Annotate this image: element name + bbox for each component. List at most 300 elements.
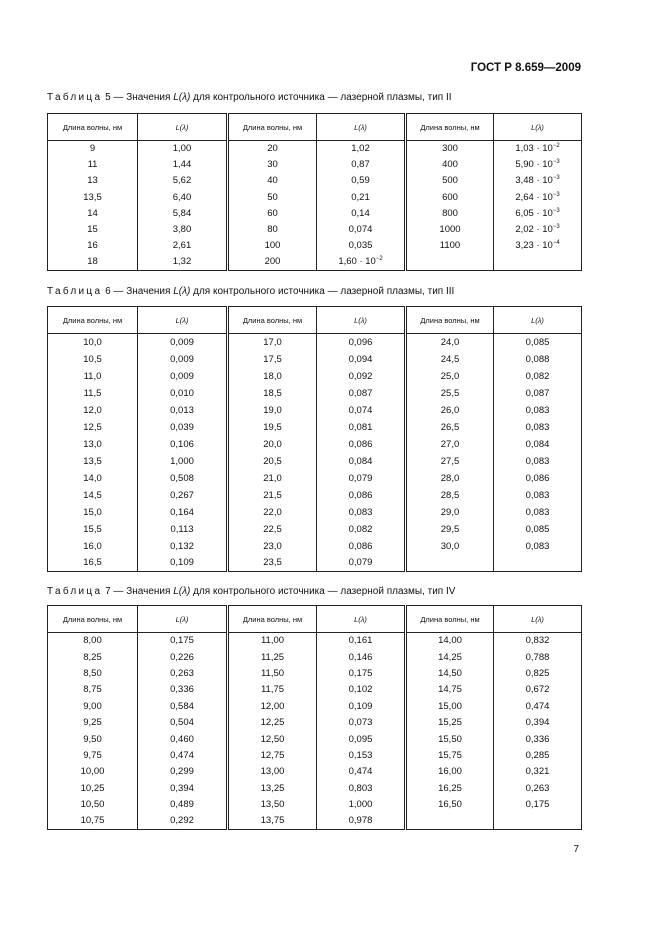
value-cell — [138, 747, 228, 763]
value-text: 0,672 — [525, 684, 550, 696]
table-row — [48, 813, 582, 829]
value-cell — [138, 470, 228, 487]
wavelength-cell: 19,5 — [228, 419, 317, 436]
value-cell — [317, 521, 406, 538]
value-text: 0,106 — [170, 438, 194, 450]
value-cell — [494, 453, 582, 470]
table-row — [48, 682, 582, 698]
value-text: 0,113 — [170, 523, 194, 535]
value-cell — [317, 649, 406, 665]
wavelength-cell: 300 — [406, 141, 494, 157]
value-text: 0,096 — [348, 336, 373, 348]
wavelength-cell: 12,5 — [48, 419, 138, 436]
wavelength-cell: 19,0 — [228, 402, 317, 419]
value-cell — [138, 351, 228, 368]
wavelength-cell: 60 — [228, 205, 317, 221]
value-text: 0,175 — [525, 799, 550, 811]
value-text: 0,584 — [170, 700, 194, 712]
value-cell — [494, 649, 582, 665]
value-symbol: L(λ) — [354, 315, 367, 325]
value-cell — [317, 173, 406, 189]
wavelength-cell: 14,25 — [406, 649, 494, 665]
value-text: 0,825 — [525, 667, 550, 679]
value-text: 0,084 — [525, 438, 550, 450]
table-row — [48, 764, 582, 780]
document-code: ГОСТ Р 8.659—2009 — [470, 62, 581, 74]
table-row — [48, 649, 582, 665]
value-cell — [317, 419, 406, 436]
value-text: 0,394 — [170, 782, 194, 794]
value-cell — [138, 538, 228, 555]
wavelength-cell: 18,0 — [228, 368, 317, 385]
value-text: 0,082 — [348, 523, 373, 535]
value-text: 1,03 · 10 — [515, 143, 553, 155]
value-symbol: L(λ) — [354, 614, 367, 624]
value-text: 6,40 — [172, 191, 192, 203]
wavelength-cell: 18 — [48, 254, 138, 270]
wavelength-cell: 12,25 — [228, 714, 317, 730]
wavelength-cell: 27,0 — [406, 436, 494, 453]
value-cell — [494, 796, 582, 812]
value-text: 0,102 — [348, 684, 373, 696]
value-text: 0,788 — [525, 651, 550, 663]
value-text: 2,64 · 10 — [515, 191, 553, 203]
value-text: 0,175 — [170, 635, 194, 647]
wavelength-column-header: Длина волны, нм — [48, 307, 138, 334]
wavelength-cell: 1100 — [406, 238, 494, 254]
value-cell — [317, 747, 406, 763]
value-text: 0,292 — [170, 815, 194, 827]
value-text: 0,832 — [525, 635, 550, 647]
wavelength-cell: 13,5 — [48, 189, 138, 205]
value-text: 0,083 — [525, 540, 550, 552]
value-cell — [317, 385, 406, 402]
wavelength-cell — [406, 813, 494, 829]
wavelength-column-header: Длина волны, нм — [406, 606, 494, 633]
value-column-header — [494, 606, 582, 633]
value-text: 0,073 — [348, 717, 373, 729]
table-row — [48, 368, 582, 385]
value-cell — [138, 521, 228, 538]
value-cell — [494, 747, 582, 763]
value-column-header — [494, 307, 582, 334]
value-text: 0,474 — [525, 700, 550, 712]
value-text: 0,489 — [170, 799, 194, 811]
table-row — [48, 254, 582, 270]
value-text: 0,504 — [170, 717, 194, 729]
value-exponent: −3 — [552, 175, 560, 182]
value-cell — [317, 334, 406, 351]
value-text: 0,153 — [348, 749, 373, 761]
wavelength-cell: 15,00 — [406, 698, 494, 714]
value-text: 1,32 — [172, 256, 192, 268]
value-text: 0,109 — [348, 700, 373, 712]
value-text: 0,336 — [170, 684, 194, 696]
wavelength-cell: 14 — [48, 205, 138, 221]
value-cell — [494, 141, 582, 157]
wavelength-cell: 16,0 — [48, 538, 138, 555]
table-6 — [47, 306, 582, 572]
value-cell — [317, 453, 406, 470]
value-column-header — [138, 114, 228, 141]
wavelength-cell: 200 — [228, 254, 317, 270]
caption-symbol: L(λ) — [173, 92, 191, 103]
table-row — [48, 157, 582, 173]
value-cell — [138, 487, 228, 504]
value-cell — [494, 470, 582, 487]
value-cell — [138, 633, 228, 649]
wavelength-cell: 15 — [48, 221, 138, 237]
table-5-caption — [47, 92, 452, 103]
value-text: 1,60 · 10 — [338, 256, 376, 268]
value-cell — [494, 436, 582, 453]
value-cell — [317, 665, 406, 681]
value-text: 0,083 — [348, 506, 373, 518]
value-cell — [138, 453, 228, 470]
wavelength-cell: 10,50 — [48, 796, 138, 812]
wavelength-column-header: Длина волны, нм — [228, 114, 317, 141]
value-text: 0,087 — [348, 387, 373, 399]
value-cell — [317, 813, 406, 829]
value-cell — [317, 141, 406, 157]
wavelength-cell: 12,00 — [228, 698, 317, 714]
value-cell — [317, 221, 406, 237]
value-cell — [317, 764, 406, 780]
value-cell — [494, 714, 582, 730]
value-cell — [138, 368, 228, 385]
value-cell — [494, 351, 582, 368]
value-cell — [494, 334, 582, 351]
value-text: 0,086 — [348, 489, 373, 501]
value-cell — [494, 205, 582, 221]
value-cell — [494, 189, 582, 205]
table-row — [48, 173, 582, 189]
wavelength-cell: 13,5 — [48, 453, 138, 470]
value-text: 3,80 — [172, 224, 192, 236]
caption-prefix: — Значения — [110, 286, 174, 297]
wavelength-cell: 16 — [48, 238, 138, 254]
wavelength-cell: 30,0 — [406, 538, 494, 555]
wavelength-cell: 15,5 — [48, 521, 138, 538]
caption-symbol: L(λ) — [173, 286, 191, 297]
value-text: 2,61 — [172, 240, 192, 252]
value-cell — [138, 682, 228, 698]
wavelength-cell: 14,00 — [406, 633, 494, 649]
table-row — [48, 665, 582, 681]
caption-suffix: для контрольного источника — лазерной плазмы, тип IV — [190, 586, 456, 597]
wavelength-cell: 9,25 — [48, 714, 138, 730]
value-cell — [138, 419, 228, 436]
value-cell — [138, 189, 228, 205]
value-text: 0,161 — [348, 635, 373, 647]
table-row — [48, 453, 582, 470]
value-text: 0,082 — [525, 370, 550, 382]
value-text: 1,00 — [172, 143, 192, 155]
value-text: 0,336 — [525, 733, 550, 745]
value-text: 0,039 — [170, 421, 194, 433]
value-text: 1,000 — [348, 799, 373, 811]
value-cell — [494, 813, 582, 829]
wavelength-cell: 11 — [48, 157, 138, 173]
wavelength-cell: 16,00 — [406, 764, 494, 780]
wavelength-cell: 23,0 — [228, 538, 317, 555]
wavelength-cell: 100 — [228, 238, 317, 254]
value-cell — [494, 682, 582, 698]
value-column-header — [494, 114, 582, 141]
value-text: 0,263 — [170, 667, 194, 679]
value-text: 0,263 — [525, 782, 550, 794]
value-cell — [138, 731, 228, 747]
value-cell — [317, 487, 406, 504]
table-row — [48, 555, 582, 572]
value-cell — [317, 436, 406, 453]
value-cell — [494, 633, 582, 649]
table-5 — [47, 113, 582, 271]
value-text: 0,083 — [525, 404, 550, 416]
wavelength-cell: 24,0 — [406, 334, 494, 351]
wavelength-cell: 29,5 — [406, 521, 494, 538]
wavelength-cell: 11,0 — [48, 368, 138, 385]
value-text: 1,02 — [351, 143, 370, 155]
value-cell — [317, 402, 406, 419]
value-text: 0,074 — [348, 224, 373, 236]
wavelength-cell: 400 — [406, 157, 494, 173]
value-exponent: −3 — [552, 224, 560, 231]
value-text: 0,474 — [170, 749, 194, 761]
wavelength-cell: 12,50 — [228, 731, 317, 747]
wavelength-cell: 26,0 — [406, 402, 494, 419]
value-cell — [494, 538, 582, 555]
wavelength-cell: 8,00 — [48, 633, 138, 649]
wavelength-cell: 9,00 — [48, 698, 138, 714]
value-cell — [138, 764, 228, 780]
table-header-row — [48, 606, 582, 633]
value-cell — [138, 436, 228, 453]
value-text: 0,086 — [348, 540, 373, 552]
value-text: 0,474 — [348, 766, 373, 778]
table-row — [48, 334, 582, 351]
wavelength-cell: 25,0 — [406, 368, 494, 385]
value-cell — [494, 238, 582, 254]
table-row — [48, 521, 582, 538]
value-cell — [494, 731, 582, 747]
caption-suffix: для контрольного источника — лазерной плазмы, тип III — [190, 286, 455, 297]
value-text: 0,083 — [525, 506, 550, 518]
value-column-header — [317, 606, 406, 633]
wavelength-cell: 20,0 — [228, 436, 317, 453]
wavelength-column-header: Длина волны, нм — [406, 114, 494, 141]
value-cell — [317, 714, 406, 730]
value-text: 5,90 · 10 — [515, 159, 553, 171]
wavelength-cell: 10,75 — [48, 813, 138, 829]
value-cell — [138, 254, 228, 270]
value-text: 3,48 · 10 — [515, 175, 553, 187]
wavelength-cell: 40 — [228, 173, 317, 189]
value-cell — [317, 157, 406, 173]
value-text: 0,146 — [348, 651, 373, 663]
value-text: 0,086 — [348, 438, 373, 450]
value-column-header — [317, 307, 406, 334]
value-text: 0,009 — [170, 336, 194, 348]
value-text: 0,085 — [525, 336, 550, 348]
wavelength-cell — [406, 555, 494, 572]
value-text: 0,132 — [170, 540, 194, 552]
wavelength-cell: 9,50 — [48, 731, 138, 747]
value-cell — [138, 555, 228, 572]
value-text: 0,109 — [170, 557, 194, 569]
table-row — [48, 351, 582, 368]
table-row — [48, 436, 582, 453]
table-header-row — [48, 307, 582, 334]
wavelength-cell: 50 — [228, 189, 317, 205]
value-cell — [494, 402, 582, 419]
caption-prefix: — Значения — [110, 586, 174, 597]
value-text: 0,14 — [351, 207, 370, 219]
value-column-header — [317, 114, 406, 141]
value-text: 0,083 — [525, 489, 550, 501]
value-symbol: L(λ) — [175, 614, 189, 624]
wavelength-cell: 9,75 — [48, 747, 138, 763]
table-row — [48, 796, 582, 812]
wavelength-cell: 600 — [406, 189, 494, 205]
value-cell — [317, 504, 406, 521]
table-7 — [47, 605, 582, 830]
wavelength-cell: 12,0 — [48, 402, 138, 419]
wavelength-cell: 20 — [228, 141, 317, 157]
wavelength-cell: 1000 — [406, 221, 494, 237]
value-column-header — [138, 606, 228, 633]
value-cell — [494, 504, 582, 521]
value-cell — [138, 780, 228, 796]
wavelength-cell: 14,50 — [406, 665, 494, 681]
value-symbol: L(λ) — [531, 122, 544, 132]
value-symbol: L(λ) — [354, 122, 367, 132]
wavelength-cell: 15,0 — [48, 504, 138, 521]
value-text: 5,84 — [172, 207, 192, 219]
value-text: 0,074 — [348, 404, 373, 416]
value-symbol: L(λ) — [175, 122, 189, 132]
value-text: 1,44 — [172, 159, 192, 171]
value-cell — [494, 487, 582, 504]
value-exponent: −4 — [552, 240, 560, 247]
value-text: 0,083 — [525, 421, 550, 433]
wavelength-cell: 500 — [406, 173, 494, 189]
value-cell — [317, 351, 406, 368]
value-cell — [494, 157, 582, 173]
value-text: 0,226 — [170, 651, 194, 663]
value-cell — [317, 470, 406, 487]
value-text: 0,083 — [525, 455, 550, 467]
value-cell — [138, 334, 228, 351]
value-text: 0,087 — [525, 387, 550, 399]
wavelength-cell: 11,5 — [48, 385, 138, 402]
value-text: 0,87 — [351, 159, 370, 171]
wavelength-cell: 13,50 — [228, 796, 317, 812]
wavelength-cell: 8,50 — [48, 665, 138, 681]
wavelength-cell: 10,5 — [48, 351, 138, 368]
value-text: 0,299 — [170, 766, 194, 778]
table-row — [48, 141, 582, 157]
value-exponent: −3 — [552, 191, 560, 198]
value-cell — [138, 698, 228, 714]
page-number: 7 — [573, 844, 579, 855]
value-cell — [317, 796, 406, 812]
wavelength-cell: 28,0 — [406, 470, 494, 487]
value-cell — [138, 649, 228, 665]
value-text: 0,394 — [525, 717, 550, 729]
value-cell — [138, 157, 228, 173]
wavelength-cell: 800 — [406, 205, 494, 221]
value-cell — [317, 698, 406, 714]
wavelength-cell: 23,5 — [228, 555, 317, 572]
table-row — [48, 470, 582, 487]
value-cell — [138, 665, 228, 681]
wavelength-cell: 15,50 — [406, 731, 494, 747]
wavelength-cell: 10,25 — [48, 780, 138, 796]
wavelength-cell: 11,25 — [228, 649, 317, 665]
value-cell — [138, 141, 228, 157]
value-text: 0,21 — [351, 191, 370, 203]
value-text: 0,081 — [348, 421, 373, 433]
wavelength-cell: 17,5 — [228, 351, 317, 368]
value-cell — [317, 368, 406, 385]
value-cell — [494, 764, 582, 780]
value-exponent: −3 — [552, 159, 560, 166]
value-text: 2,02 · 10 — [515, 224, 553, 236]
value-symbol: L(λ) — [531, 315, 544, 325]
value-cell — [317, 189, 406, 205]
wavelength-cell: 80 — [228, 221, 317, 237]
table-7-caption — [47, 586, 455, 597]
value-text: 0,460 — [170, 733, 194, 745]
wavelength-cell: 30 — [228, 157, 317, 173]
wavelength-column-header: Длина волны, нм — [228, 606, 317, 633]
value-cell — [317, 555, 406, 572]
value-text: 0,267 — [170, 489, 194, 501]
table-row — [48, 221, 582, 237]
table-row — [48, 780, 582, 796]
value-text: 0,084 — [348, 455, 373, 467]
value-cell — [494, 221, 582, 237]
caption-suffix: для контрольного источника — лазерной плазмы, тип II — [190, 92, 452, 103]
wavelength-cell: 27,5 — [406, 453, 494, 470]
value-cell — [494, 521, 582, 538]
wavelength-cell: 16,5 — [48, 555, 138, 572]
value-text: 0,094 — [348, 353, 373, 365]
value-cell — [494, 385, 582, 402]
value-cell — [317, 780, 406, 796]
value-text: 0,009 — [170, 370, 194, 382]
value-cell — [138, 796, 228, 812]
wavelength-cell: 21,5 — [228, 487, 317, 504]
value-text: 6,05 · 10 — [515, 207, 553, 219]
wavelength-cell: 10,0 — [48, 334, 138, 351]
value-cell — [138, 813, 228, 829]
wavelength-cell: 17,0 — [228, 334, 317, 351]
value-text: 3,23 · 10 — [515, 240, 553, 252]
caption-label: Таблица — [47, 92, 103, 103]
value-text: 1,000 — [170, 455, 194, 467]
wavelength-column-header: Длина волны, нм — [48, 606, 138, 633]
value-text: 0,092 — [348, 370, 373, 382]
wavelength-cell: 28,5 — [406, 487, 494, 504]
wavelength-cell: 16,50 — [406, 796, 494, 812]
value-cell — [317, 633, 406, 649]
value-exponent: −2 — [552, 143, 560, 150]
value-text: 0,508 — [170, 472, 194, 484]
value-cell — [317, 205, 406, 221]
value-cell — [138, 504, 228, 521]
